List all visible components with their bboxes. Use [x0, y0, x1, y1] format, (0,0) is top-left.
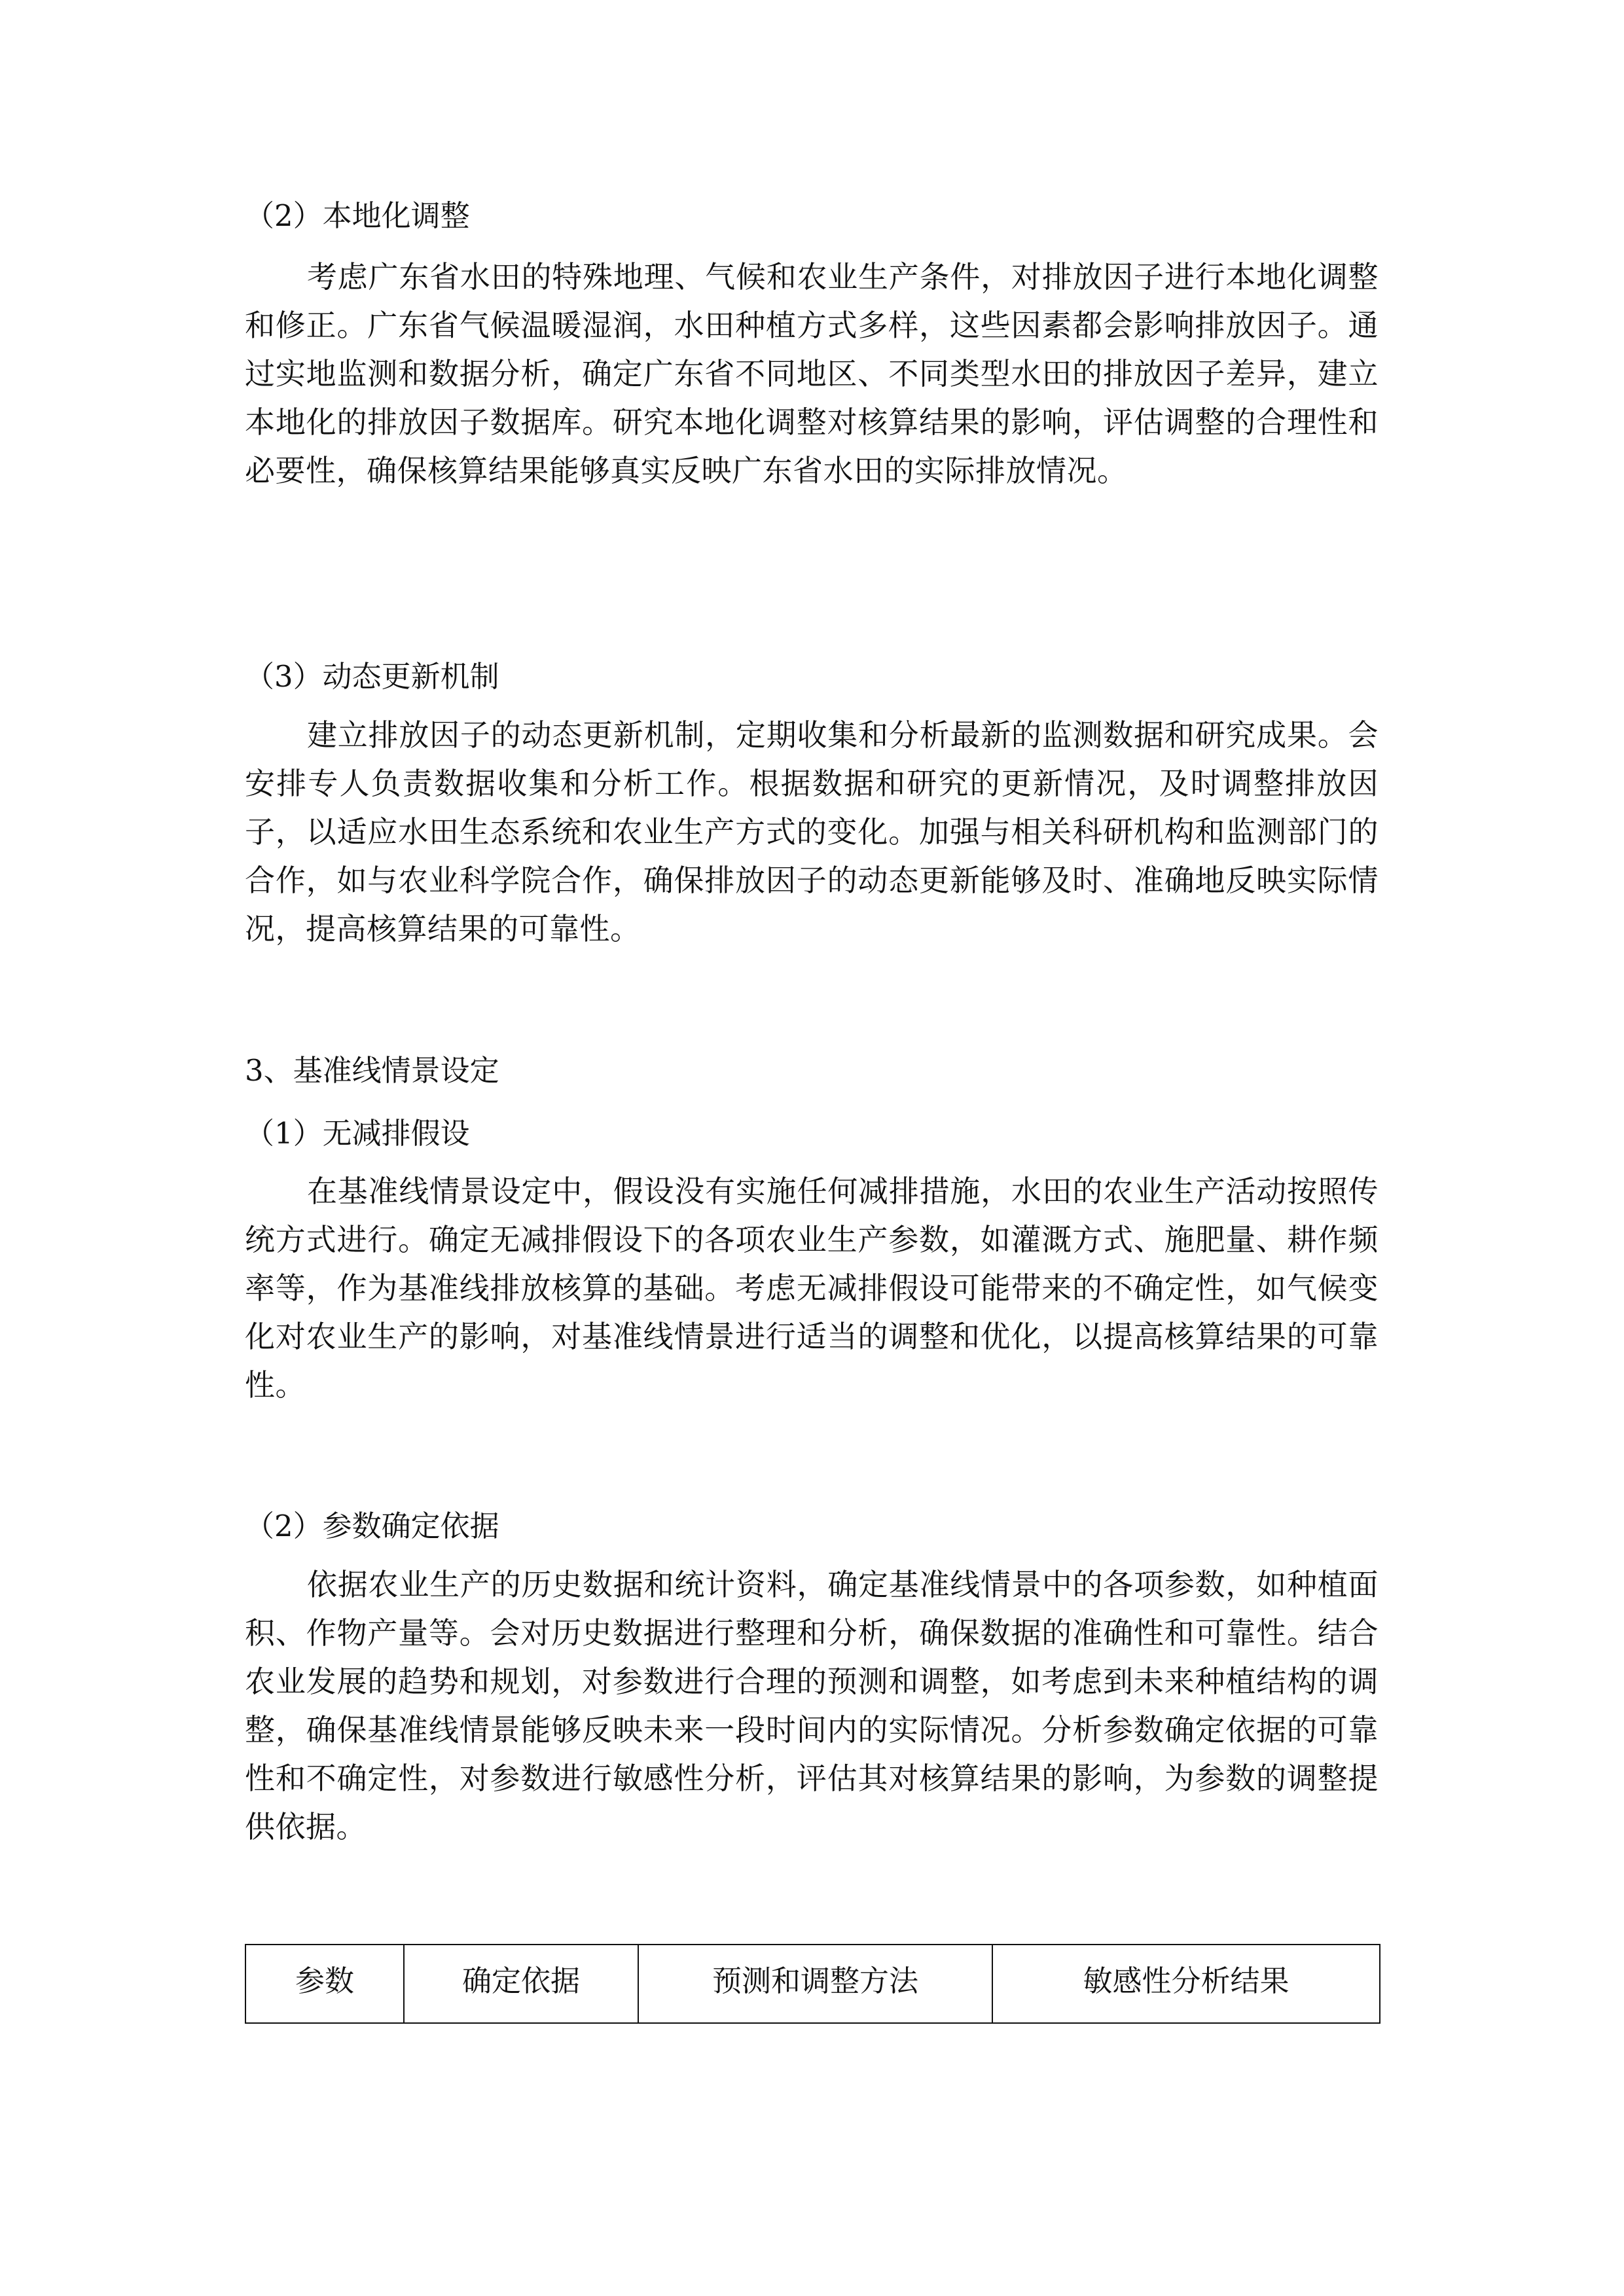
table-header-cell: 确定依据 [404, 1945, 638, 2023]
paragraph-parameter-basis: 依据农业生产的历史数据和统计资料，确定基准线情景中的各项参数，如种植面积、作物产量等。会对历史数据进行整理和分析，确保数据的准确性和可靠性。结合农业发展的趋势和规划，对参数进行合理的预测和调整，如考虑到未来种植结构的调整，确保基准线情景能够反映未来一段时间内的实际情况。分析参数确定依据的可靠性和不确定性，对参数进行敏感性分析，评估其对核算结果的影响，为参数的调整提供依据。 [245, 1567, 1379, 1844]
section-heading-no-reduction: （1）无减排假设 [245, 1116, 470, 1151]
section-heading-parameter-basis: （2）参数确定依据 [245, 1509, 499, 1543]
section-heading-localization: （2）本地化调整 [245, 198, 470, 233]
table-header-cell: 预测和调整方法 [638, 1945, 992, 2023]
paragraph-localization: 考虑广东省水田的特殊地理、气候和农业生产条件，对排放因子进行本地化调整和修正。广东省气候温暖湿润，水田种植方式多样，这些因素都会影响排放因子。通过实地监测和数据分析，确定广东省不同地区、不同类型水田的排放因子差异，建立本地化的排放因子数据库。研究本地化调整对核算结果的影响，评估调整的合理性和必要性，确保核算结果能够真实反映广东省水田的实际排放情况。 [245, 259, 1379, 488]
table-header-cell: 敏感性分析结果 [992, 1945, 1380, 2023]
table-header-row [245, 1945, 1380, 2023]
paragraph-no-reduction: 在基准线情景设定中，假设没有实施任何减排措施，水田的农业生产活动按照传统方式进行。确定无减排假设下的各项农业生产参数，如灌溉方式、施肥量、耕作频率等，作为基准线排放核算的基础。考虑无减排假设可能带来的不确定性，如气候变化对农业生产的影响，对基准线情景进行适当的调整和优化，以提高核算结果的可靠性。 [245, 1174, 1379, 1403]
section-heading-baseline-scenario: 3、基准线情景设定 [245, 1053, 499, 1088]
parameter-table [245, 1944, 1380, 2024]
section-heading-dynamic-update: （3）动态更新机制 [245, 659, 499, 694]
table-header-cell: 参数 [245, 1945, 404, 2023]
paragraph-dynamic-update: 建立排放因子的动态更新机制，定期收集和分析最新的监测数据和研究成果。会安排专人负责数据收集和分析工作。根据数据和研究的更新情况，及时调整排放因子，以适应水田生态系统和农业生产方式的变化。加强与相关科研机构和监测部门的合作，如与农业科学院合作，确保排放因子的动态更新能够及时、准确地反映实际情况，提高核算结果的可靠性。 [245, 717, 1379, 946]
